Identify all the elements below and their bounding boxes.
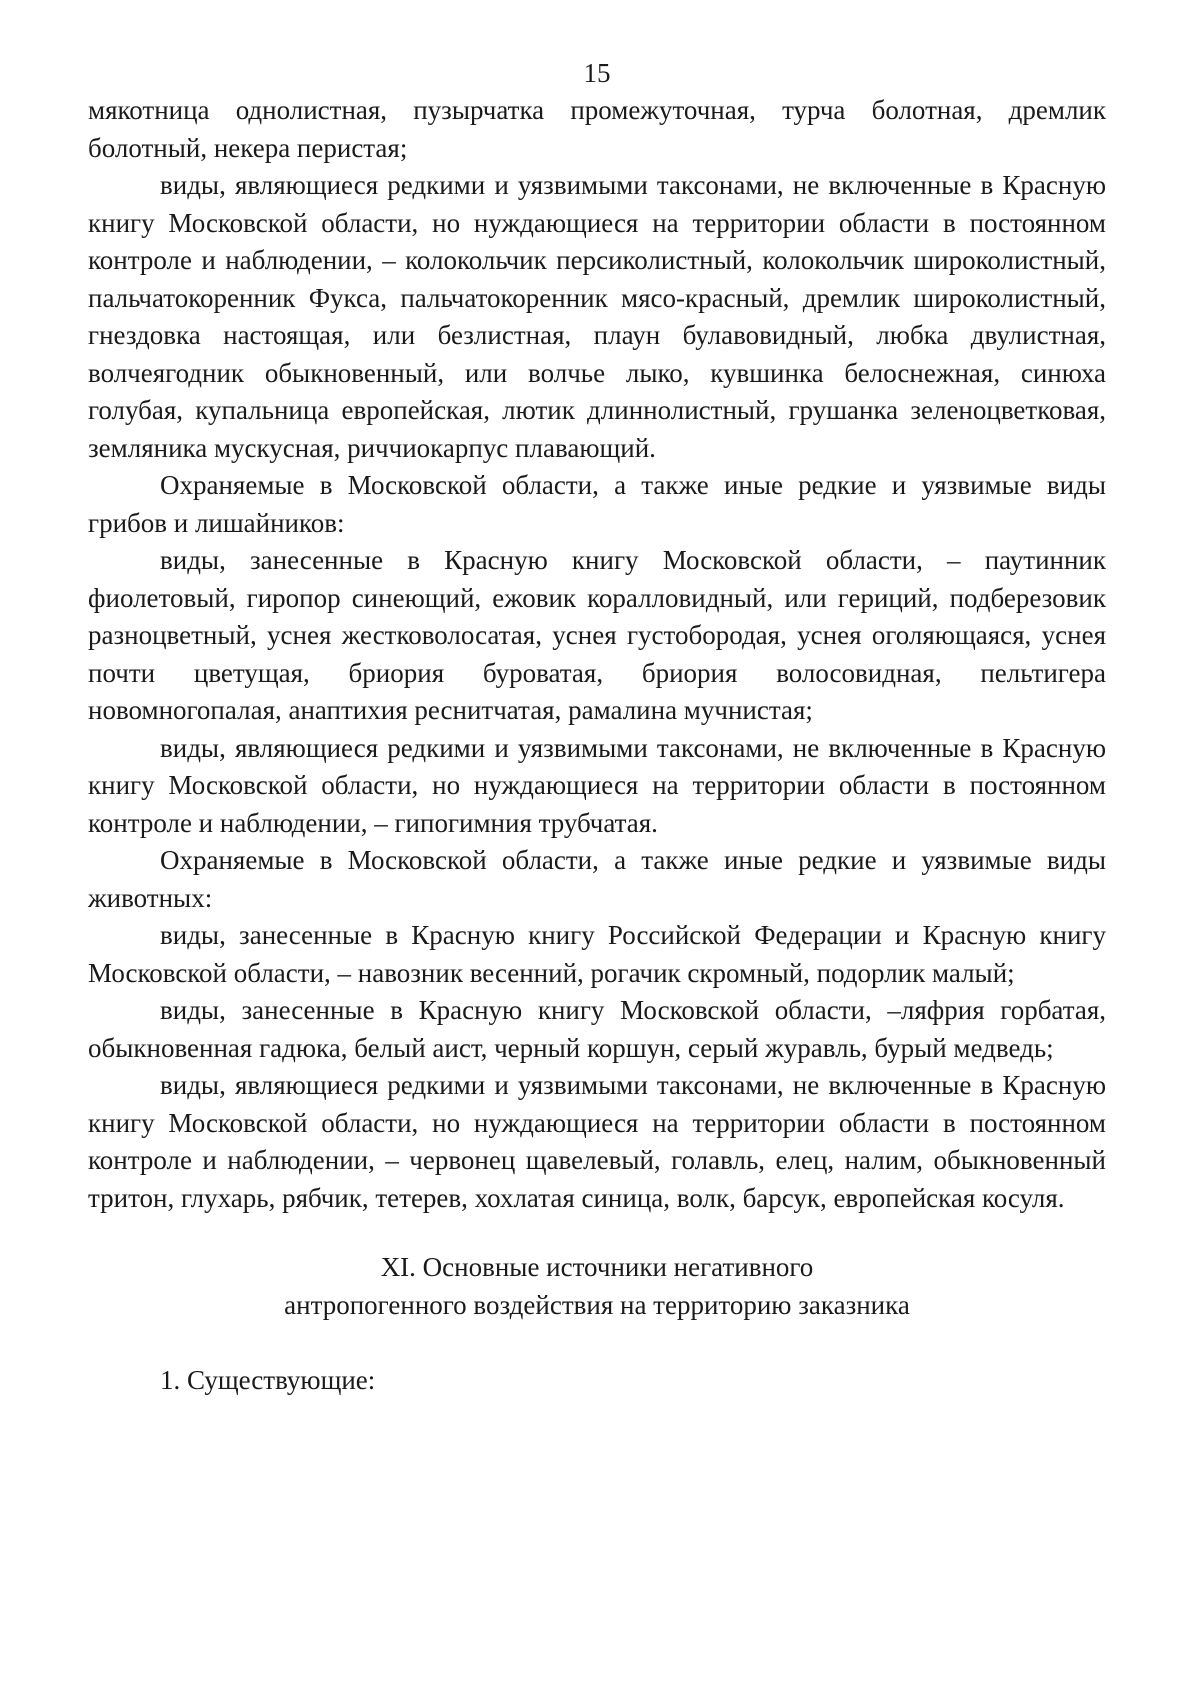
- paragraph-plants-list-end: мякотница однолистная, пузырчатка промежуточная, турча болотная, дремлик болотный, некера перистая;: [88, 95, 1106, 163]
- page-number: 15: [583, 58, 611, 88]
- paragraph-animals-rare: виды, являющиеся редкими и уязвимыми таксонами, не включенные в Красную книгу Московской области, но нуждающиеся на территории области в постоянном контроле и наблюдении, – червонец щавелевый, голавль, елец, налим, обыкновенный тритон, глухарь, рябчик, тетерев, хохлатая синица, волк, барсук, европейская косуля.: [88, 1070, 1106, 1213]
- section-heading: [88, 1249, 1106, 1324]
- section-heading-line-2: антропогенного воздействия на территорию заказника: [284, 1289, 910, 1320]
- section-heading-line-1: XI. Основные источники негативного: [380, 1252, 814, 1282]
- paragraph-fungi-intro: Охраняемые в Московской области, а также иные редкие и уязвимые виды грибов и лишайников:: [88, 470, 1106, 538]
- paragraph-animals-intro: Охраняемые в Московской области, а также иные редкие и уязвимые виды животных:: [88, 845, 1106, 913]
- paragraph-animals-federal-red-book: виды, занесенные в Красную книгу Российской Федерации и Красную книгу Московской области, – навозник весенний, рогачик скромный, подорлик малый;: [88, 920, 1106, 988]
- document-page: [88, 55, 1106, 1400]
- paragraph-fungi-rare: виды, являющиеся редкими и уязвимыми таксонами, не включенные в Красную книгу Московской области, но нуждающиеся на территории области в постоянном контроле и наблюдении, – гипогимния трубчатая.: [88, 732, 1106, 838]
- subsection-heading: 1. Существующие:: [160, 1365, 376, 1395]
- paragraph-rare-plants: виды, являющиеся редкими и уязвимыми таксонами, не включенные в Красную книгу Московской области, но нуждающиеся на территории области в постоянном контроле и наблюдении, – колокольчик персиколистный, колокольчик широколистный, пальчатокоренник Фукса, пальчатокоренник мясо-красный, дремлик широколистный, гнездовка настоящая, или безлистная, плаун булавовидный, любка двулистная, волчеягодник обыкновенный, или волчье лыко, кувшинка белоснежная, синюха голубая, купальница европейская, лютик длиннолистный, грушанка зеленоцветковая, земляника мускусная, риччиокарпус плавающий.: [88, 170, 1106, 463]
- paragraph-animals-regional-red-book: виды, занесенные в Красную книгу Московской области, –ляфрия горбатая, обыкновенная гадюка, белый аист, черный коршун, серый журавль, бурый медведь;: [88, 995, 1106, 1063]
- paragraph-fungi-red-book: виды, занесенные в Красную книгу Московской области, – паутинник фиолетовый, гиропор синеющий, ежовик коралловидный, или гериций, подберезовик разноцветный, уснея жестковолосатая, уснея густобородая, уснея оголяющаяся, уснея почти цветущая, бриория буроватая, бриория волосовидная, пельтигера новомногопалая, анаптихия реснитчатая, рамалина мучнистая;: [88, 545, 1106, 725]
